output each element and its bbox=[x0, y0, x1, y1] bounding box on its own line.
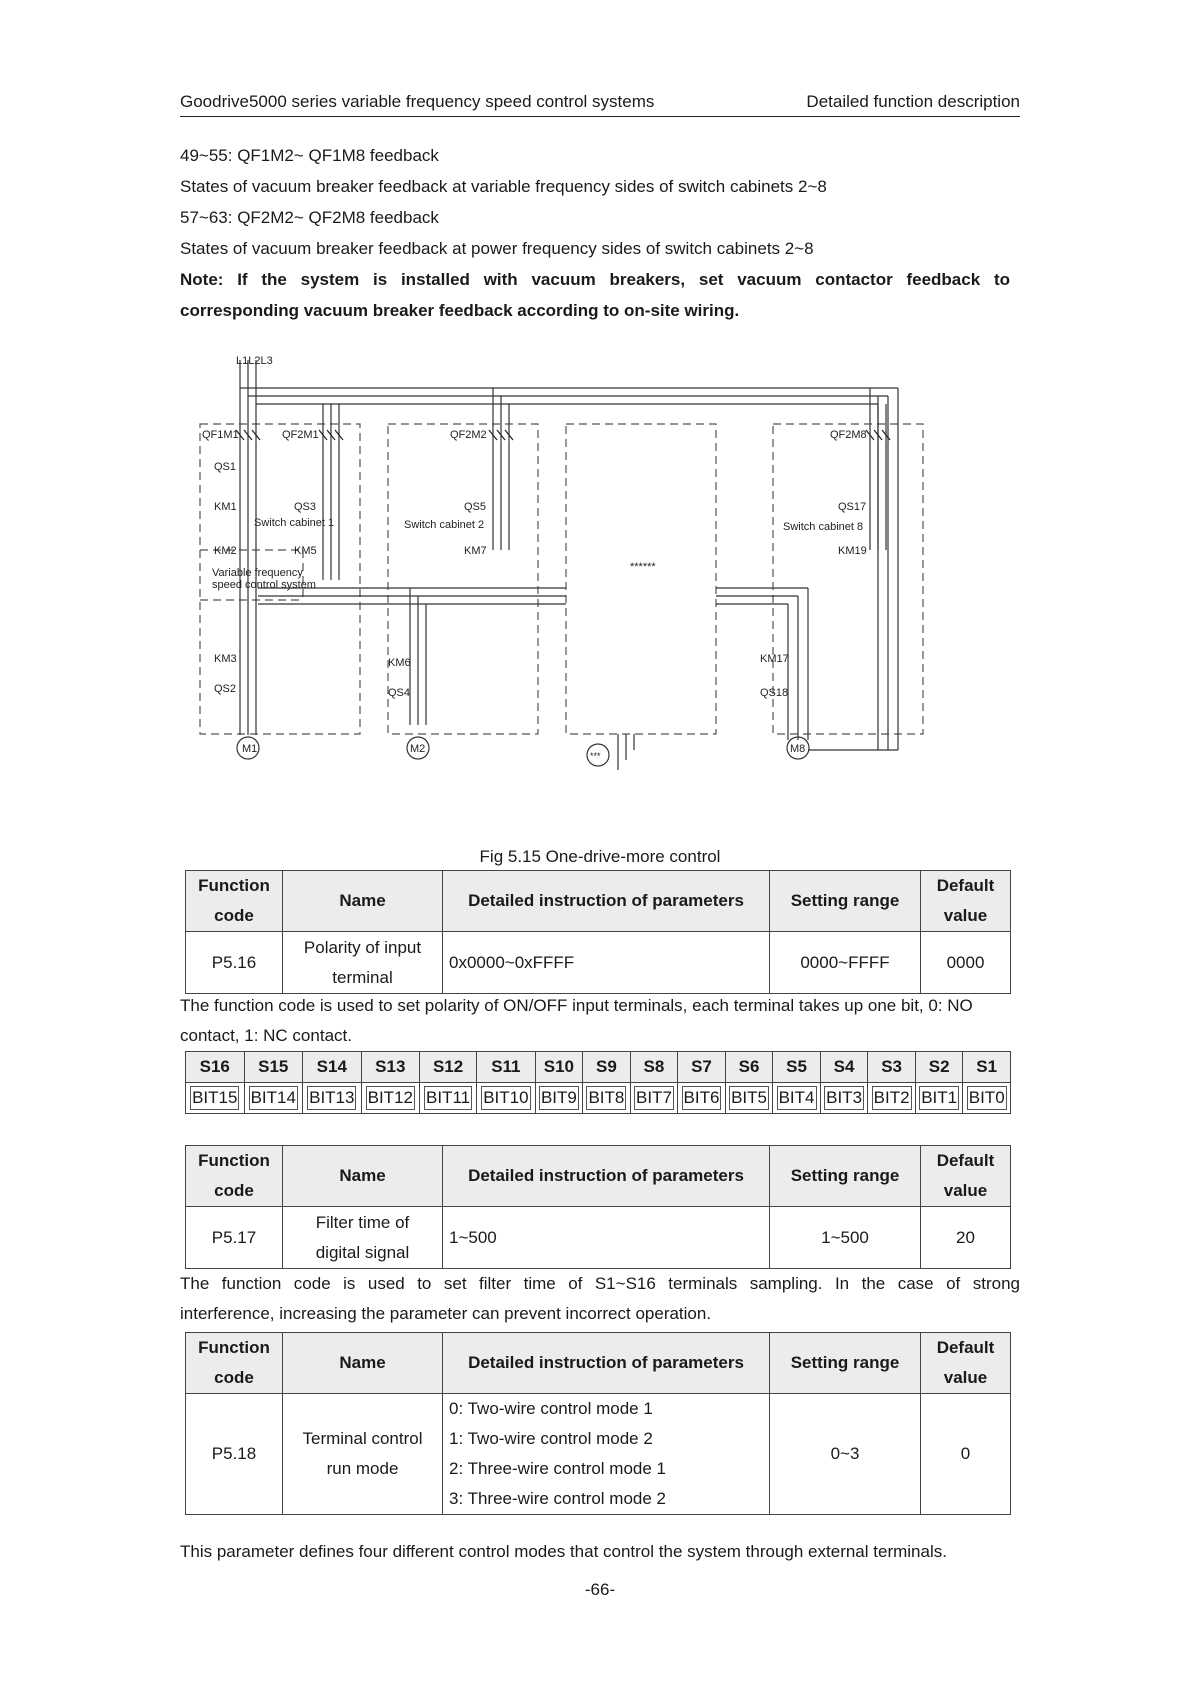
bit-cell bbox=[420, 1083, 477, 1114]
label-middle-motor: *** bbox=[590, 751, 601, 761]
bit-label: BIT14 bbox=[249, 1086, 298, 1110]
label-km7: KM7 bbox=[464, 545, 487, 557]
label-m1: M1 bbox=[242, 743, 258, 755]
bit-cell bbox=[186, 1083, 245, 1114]
bit-label: BIT12 bbox=[366, 1086, 415, 1110]
label-km1: KM1 bbox=[214, 501, 237, 513]
th-range: Setting range bbox=[770, 871, 921, 932]
page-header bbox=[180, 92, 1020, 117]
terminal-cell: S10 bbox=[535, 1052, 583, 1083]
cell-default: 0 bbox=[921, 1394, 1011, 1515]
note-line-2: corresponding vacuum breaker feedback according to on-site wiring. bbox=[180, 301, 740, 320]
bit-cell bbox=[630, 1083, 678, 1114]
phase-label: L1L2L3 bbox=[236, 355, 273, 367]
mode-option: 3: Three-wire control mode 2 bbox=[449, 1489, 667, 1508]
label-vfd-2: speed control system bbox=[212, 579, 316, 591]
p5-16-desc-line-1: The function code is used to set polarity of ON/OFF input terminals, each terminal takes up one bit, 0: NO bbox=[180, 996, 973, 1015]
cell-detail bbox=[443, 1394, 770, 1515]
bit-cell bbox=[820, 1083, 868, 1114]
cell-range: 0~3 bbox=[770, 1394, 921, 1515]
th-range: Setting range bbox=[770, 1146, 921, 1207]
cell-name: Terminal control run mode bbox=[283, 1394, 443, 1515]
label-cabinet-1: Switch cabinet 1 bbox=[254, 517, 335, 529]
th-function-code: Function code bbox=[186, 1146, 283, 1207]
label-km5: KM5 bbox=[294, 545, 317, 557]
cell-default: 20 bbox=[921, 1207, 1011, 1269]
bit-label: BIT6 bbox=[682, 1086, 722, 1110]
terminal-cell: S11 bbox=[477, 1052, 536, 1083]
bit-label: BIT11 bbox=[424, 1086, 472, 1110]
mode-option: 0: Two-wire control mode 1 bbox=[449, 1399, 653, 1418]
p5-16-desc-line-2: contact, 1: NC contact. bbox=[180, 1026, 352, 1045]
bit-label: BIT0 bbox=[967, 1086, 1007, 1110]
th-detail: Detailed instruction of parameters bbox=[443, 871, 770, 932]
intro-line-3: 57~63: QF2M2~ QF2M8 feedback bbox=[180, 208, 439, 227]
header-title: Goodrive5000 series variable frequency speed control systems bbox=[180, 92, 655, 111]
bit-label: BIT3 bbox=[824, 1086, 864, 1110]
terminal-cell: S4 bbox=[820, 1052, 868, 1083]
cell-code: P5.17 bbox=[186, 1207, 283, 1269]
mode-option: 1: Two-wire control mode 2 bbox=[449, 1429, 653, 1448]
one-drive-more-diagram bbox=[198, 350, 988, 830]
bit-cell bbox=[535, 1083, 583, 1114]
label-qs17: QS17 bbox=[838, 501, 867, 513]
bit-cell bbox=[963, 1083, 1011, 1114]
label-vfd-1: Variable frequency bbox=[212, 567, 303, 579]
label-km19: KM19 bbox=[838, 545, 867, 557]
terminal-cell: S9 bbox=[583, 1052, 631, 1083]
label-km6: KM6 bbox=[388, 657, 411, 669]
label-qs1: QS1 bbox=[214, 461, 237, 473]
cell-range: 0000~FFFF bbox=[770, 932, 921, 994]
terminal-cell: S7 bbox=[678, 1052, 726, 1083]
cell-default: 0000 bbox=[921, 932, 1011, 994]
param-table-p5-16 bbox=[185, 870, 1011, 994]
th-name: Name bbox=[283, 871, 443, 932]
terminal-cell: S13 bbox=[361, 1052, 420, 1083]
bit-cell bbox=[583, 1083, 631, 1114]
label-qf2m8: QF2M8 bbox=[830, 429, 867, 441]
bit-cell bbox=[725, 1083, 773, 1114]
bit-label: BIT1 bbox=[919, 1086, 959, 1110]
terminal-cell: S15 bbox=[244, 1052, 303, 1083]
label-km17: KM17 bbox=[760, 653, 789, 665]
bit-label: BIT2 bbox=[872, 1086, 912, 1110]
p5-17-desc-line-1: The function code is used to set filter time of S1~S16 terminals sampling. In the case of strong bbox=[180, 1274, 1020, 1293]
mode-option: 2: Three-wire control mode 1 bbox=[449, 1459, 667, 1478]
intro-line-4: States of vacuum breaker feedback at power frequency sides of switch cabinets 2~8 bbox=[180, 239, 814, 258]
terminal-cell: S6 bbox=[725, 1052, 773, 1083]
label-qs18: QS18 bbox=[760, 687, 789, 699]
th-default: Default value bbox=[921, 1333, 1011, 1394]
label-qs3: QS3 bbox=[294, 501, 317, 513]
bit-cell bbox=[773, 1083, 821, 1114]
intro-line-1: 49~55: QF1M2~ QF1M8 feedback bbox=[180, 146, 439, 165]
label-qs4: QS4 bbox=[388, 687, 411, 699]
cell-code: P5.16 bbox=[186, 932, 283, 994]
th-detail: Detailed instruction of parameters bbox=[443, 1146, 770, 1207]
page-number: -66- bbox=[584, 1580, 616, 1599]
terminal-cell: S12 bbox=[420, 1052, 477, 1083]
cell-code: P5.18 bbox=[186, 1394, 283, 1515]
p5-17-desc-line-2: interference, increasing the parameter can prevent incorrect operation. bbox=[180, 1304, 712, 1323]
label-middle-block: ****** bbox=[630, 561, 656, 573]
cell-name: Filter time of digital signal bbox=[283, 1207, 443, 1269]
bit-label: BIT13 bbox=[307, 1086, 356, 1110]
label-qf2m1: QF2M1 bbox=[282, 429, 319, 441]
intro-line-2: States of vacuum breaker feedback at variable frequency sides of switch cabinets 2~8 bbox=[180, 177, 827, 196]
label-m8: M8 bbox=[790, 743, 806, 755]
bit-cell bbox=[868, 1083, 916, 1114]
figure-caption: Fig 5.15 One-drive-more control bbox=[479, 847, 721, 866]
label-qf1m1: QF1M1 bbox=[202, 429, 239, 441]
label-qs5: QS5 bbox=[464, 501, 487, 513]
cell-range: 1~500 bbox=[770, 1207, 921, 1269]
bit-cell bbox=[361, 1083, 420, 1114]
p5-18-desc: This parameter defines four different control modes that control the system through external terminals. bbox=[180, 1542, 947, 1561]
bit-cell bbox=[244, 1083, 303, 1114]
terminal-bit-table bbox=[185, 1051, 1011, 1114]
bit-label: BIT5 bbox=[729, 1086, 769, 1110]
th-function-code: Function code bbox=[186, 1333, 283, 1394]
bit-label: BIT8 bbox=[586, 1086, 626, 1110]
terminal-cell: S1 bbox=[963, 1052, 1011, 1083]
note-line-1: Note: If the system is installed with vacuum breakers, set vacuum contactor feedback to bbox=[180, 270, 1010, 289]
bit-label: BIT4 bbox=[777, 1086, 817, 1110]
terminal-cell: S2 bbox=[915, 1052, 963, 1083]
terminal-cell: S14 bbox=[303, 1052, 362, 1083]
th-detail: Detailed instruction of parameters bbox=[443, 1333, 770, 1394]
cell-detail: 1~500 bbox=[443, 1207, 770, 1269]
th-default: Default value bbox=[921, 871, 1011, 932]
bit-row bbox=[186, 1083, 1011, 1114]
label-qf2m2: QF2M2 bbox=[450, 429, 487, 441]
label-qs2: QS2 bbox=[214, 683, 237, 695]
terminal-cell: S16 bbox=[186, 1052, 245, 1083]
terminal-cell: S3 bbox=[868, 1052, 916, 1083]
bit-label: BIT15 bbox=[190, 1086, 239, 1110]
th-name: Name bbox=[283, 1146, 443, 1207]
param-table-p5-18 bbox=[185, 1332, 1011, 1515]
th-function-code: Function code bbox=[186, 871, 283, 932]
th-range: Setting range bbox=[770, 1333, 921, 1394]
cell-name: Polarity of input terminal bbox=[283, 932, 443, 994]
bit-cell bbox=[303, 1083, 362, 1114]
label-cabinet-8: Switch cabinet 8 bbox=[783, 521, 864, 533]
bit-label: BIT10 bbox=[481, 1086, 530, 1110]
bit-label: BIT7 bbox=[634, 1086, 674, 1110]
bit-cell bbox=[678, 1083, 726, 1114]
bit-label: BIT9 bbox=[539, 1086, 579, 1110]
terminal-row bbox=[186, 1052, 1011, 1083]
label-m2: M2 bbox=[410, 743, 426, 755]
header-section: Detailed function description bbox=[806, 92, 1020, 111]
bit-cell bbox=[477, 1083, 536, 1114]
terminal-cell: S8 bbox=[630, 1052, 678, 1083]
label-cabinet-2: Switch cabinet 2 bbox=[404, 519, 485, 531]
label-km3: KM3 bbox=[214, 653, 237, 665]
param-table-p5-17 bbox=[185, 1145, 1011, 1269]
bit-cell bbox=[915, 1083, 963, 1114]
cell-detail: 0x0000~0xFFFF bbox=[443, 932, 770, 994]
terminal-cell: S5 bbox=[773, 1052, 821, 1083]
th-default: Default value bbox=[921, 1146, 1011, 1207]
th-name: Name bbox=[283, 1333, 443, 1394]
label-km2: KM2 bbox=[214, 545, 237, 557]
